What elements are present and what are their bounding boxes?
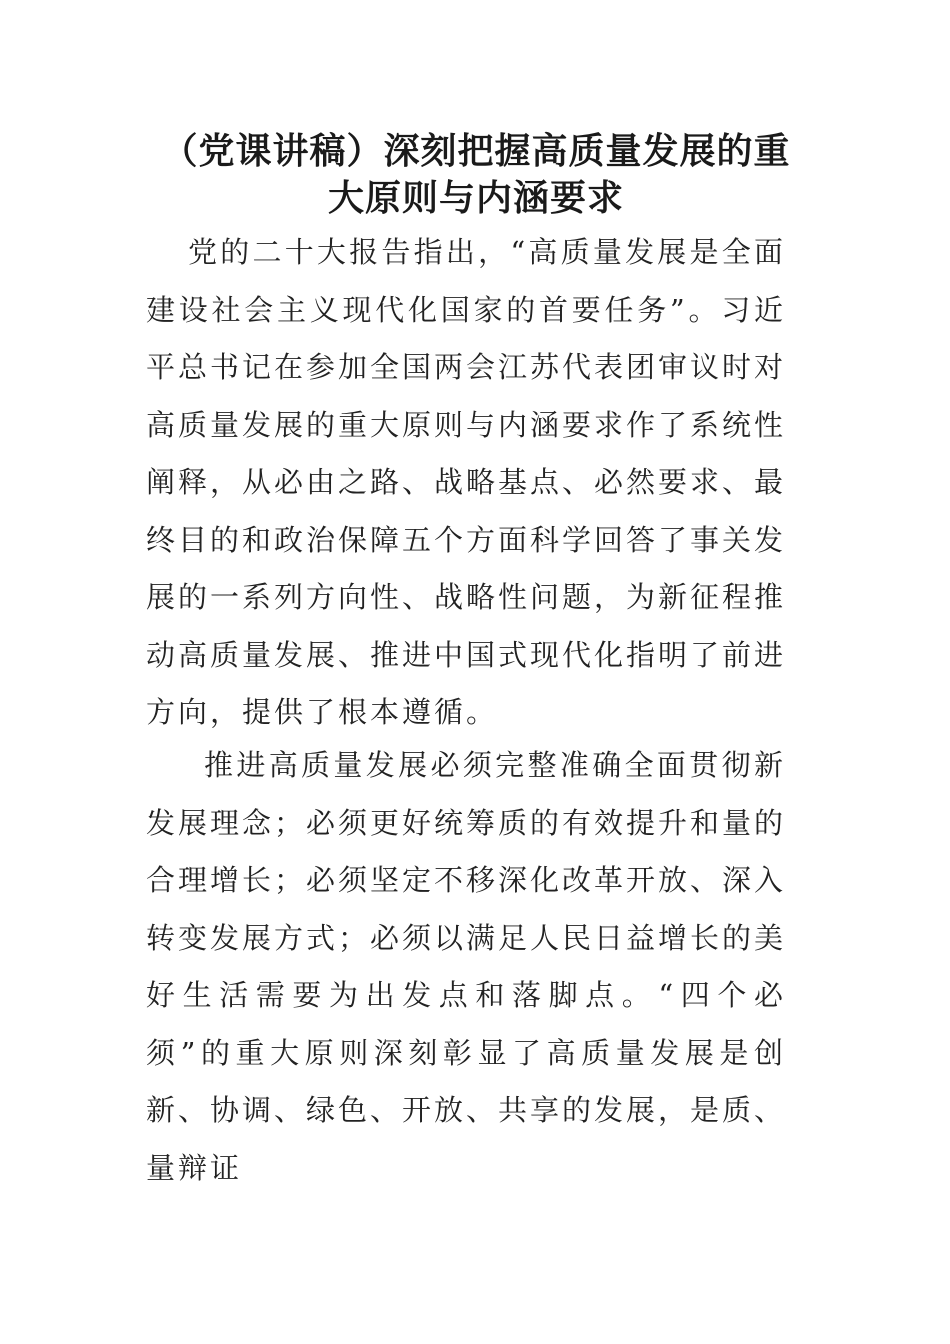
- body-paragraph-2: 推进高质量发展必须完整准确全面贯彻新发展理念；必须更好统筹质的有效提升和量的合理增长；必须坚定不移深化改革开放、深入转变发展方式；必须以满足人民日益增长的美好生活需要为出发点和落脚点。“四个必须”的重大原则深刻彰显了高质量发展是创新、协调、绿色、开放、共享的发展，是质、量辩证: [146, 748, 787, 1185]
- body-paragraph-1: 党的二十大报告指出，“高质量发展是全面建设社会主义现代化国家的首要任务”。习近平总书记在参加全国两会江苏代表团审议时对高质量发展的重大原则与内涵要求作了系统性阐释，从必由之路、战略基点、必然要求、最终目的和政治保障五个方面科学回答了事关发展的一系列方向性、战略性问题，为新征程推动高质量发展、推进中国式现代化指明了前进方向，提供了根本遵循。: [146, 235, 787, 729]
- document-title: （党课讲稿）深刻把握高质量发展的重大原则与内涵要求: [161, 131, 791, 219]
